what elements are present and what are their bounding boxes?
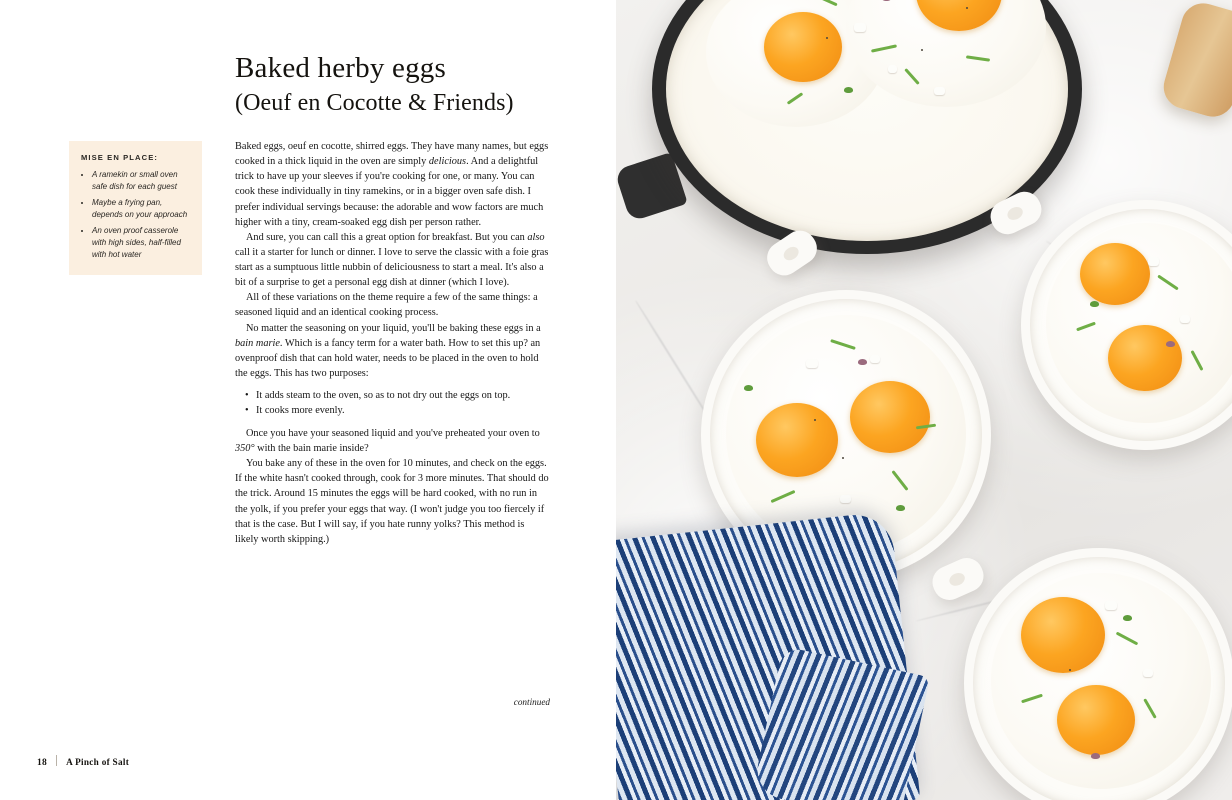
body-column [235, 139, 550, 547]
feta-crumble [1148, 257, 1159, 266]
page-footer [37, 754, 129, 768]
page-number: 18 [37, 758, 48, 768]
paragraph-2: And sure, you can call this a great option for breakfast. But you can also call it a starter for lunch or dinner. I love to serve the classic with a foie gras start as a sumptuous little nubbin of deliciousness to start a meal. It's also a bit of a surprise to get a personal egg dish at dinner (which I love). [235, 231, 549, 289]
pepper-fleck [826, 37, 828, 39]
egg-yolk [850, 381, 930, 453]
recipe-photo [616, 0, 1232, 800]
feta-crumble [1105, 601, 1117, 610]
paragraph-3: All of these variations on the theme require a few of the same things: a seasoned liquid and an identical cooking process. [235, 292, 538, 319]
microgreen-garnish [1091, 753, 1100, 759]
list-item: • Maybe a frying pan, depends on your approach [92, 197, 192, 221]
feta-crumble [1143, 669, 1153, 677]
microgreen-garnish [1166, 341, 1175, 347]
pepper-fleck [1069, 669, 1071, 671]
pepper-fleck [842, 457, 844, 459]
ramekin-interior [973, 557, 1225, 800]
microgreen-garnish [1090, 301, 1099, 307]
feta-crumble [870, 355, 880, 363]
list-item: • An oven proof casserole with high sides, half-filled with hot water [92, 225, 192, 261]
book-title: A Pinch of Salt [66, 757, 130, 767]
pepper-fleck [966, 7, 968, 9]
paragraph-5: Once you have your seasoned liquid and you've preheated your oven to 350° with the bain marie inside? [235, 427, 540, 454]
page-subtitle: (Oeuf en Cocotte & Friends) [235, 90, 514, 117]
list-item: • It adds steam to the oven, so as to not dry out the eggs on top. [256, 388, 550, 403]
body-bullet-list [235, 388, 550, 419]
ramekin-interior [1030, 209, 1232, 441]
egg-yolk [1021, 597, 1105, 673]
egg-yolk [764, 12, 842, 82]
pepper-fleck [814, 419, 816, 421]
paragraph-1: Baked eggs, oeuf en cocotte, shirred eggs. They have many names, but eggs cooked in a thick liquid in the oven are simply delicious. And a delightful trick to have up your sleeves if you're cooking for one, or many. You can cook these individually in tiny ramekins, or in a bigger oven safe dish. I prefer individual servings because: the adorable and wow factors are much higher with a tiny, cream-soaked egg dish per person rather. [235, 141, 549, 228]
footer-divider [56, 755, 57, 766]
mise-en-place-box [69, 141, 202, 275]
title-block [235, 52, 565, 118]
mise-en-place-list [81, 169, 192, 261]
feta-crumble [888, 65, 897, 73]
mise-en-place-heading: MISE EN PLACE: [81, 153, 158, 162]
continued-note: continued [513, 697, 550, 707]
microgreen-garnish [844, 87, 853, 93]
egg-yolk [756, 403, 838, 477]
feta-crumble [806, 359, 818, 368]
feta-crumble [934, 87, 945, 95]
egg-yolk [1080, 243, 1150, 305]
list-item: • A ramekin or small oven safe dish for each guest [92, 169, 192, 193]
pepper-fleck [921, 49, 923, 51]
list-item: • It cooks more evenly. [256, 403, 550, 418]
egg-white [991, 573, 1211, 789]
microgreen-garnish [1123, 615, 1132, 621]
ramekin [964, 548, 1232, 800]
microgreen-garnish [896, 505, 905, 511]
microgreen-garnish [858, 359, 867, 365]
feta-crumble [854, 23, 866, 32]
feta-crumble [1180, 315, 1190, 323]
egg-yolk [1108, 325, 1182, 391]
paragraph-6: You bake any of these in the oven for 10 minutes, and check on the eggs. If the white hasn't cooked through, cook for 3 more minutes. That should do the trick. Around 15 minutes the eggs will be hard cooked, with no run in the yolk, if you prefer your eggs that way. (I won't judge you too fiercely if that is the case. But I will say, if you hate runny yolks? This method is likely worth skipping.) [235, 458, 549, 545]
microgreen-garnish [744, 385, 753, 391]
feta-crumble [840, 495, 851, 503]
egg-yolk [1057, 685, 1135, 755]
paragraph-4: No matter the seasoning on your liquid, you'll be baking these eggs in a bain marie. Which is a fancy term for a water bath. How to set this up? an ovenproof dish that can hold water, needs to be placed in the oven to hold the eggs. This has two purposes: [235, 322, 541, 379]
page-title: Baked herby eggs [235, 52, 446, 84]
